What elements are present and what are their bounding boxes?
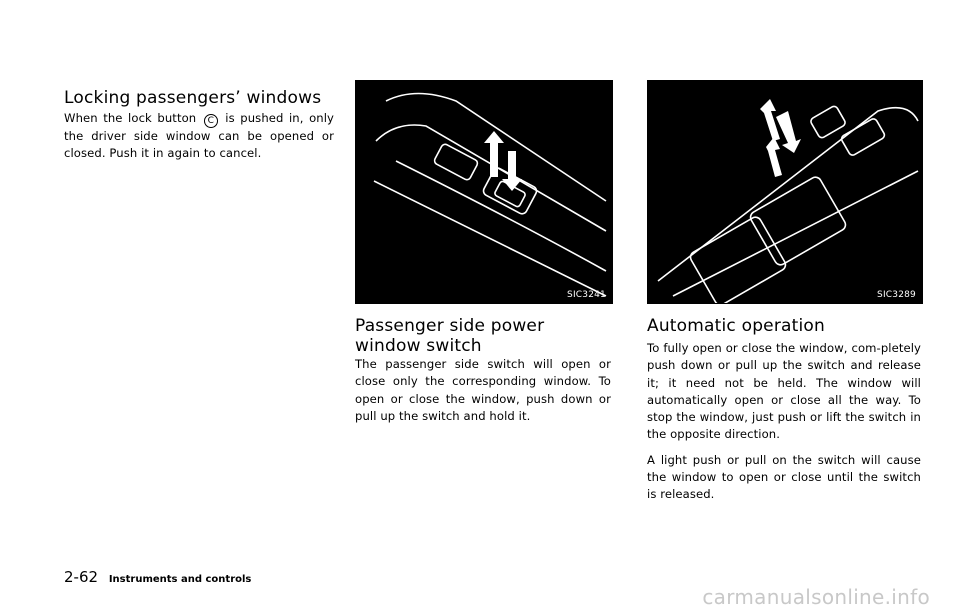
figure-code-sic3289: SIC3289 [877,290,916,300]
passenger-switch-paragraph [355,356,611,433]
figure-code-sic3241: SIC3241 [567,290,606,300]
locking-paragraph [64,110,334,163]
automatic-paragraph [647,340,921,512]
figure-lock-switch [355,80,613,304]
automatic-text-1: To fully open or close the window, com-pletely push down or pull up the switch and release it; it need not be held. The window will automatically open or close all the way. To stop the window, just push or lift the switch in the opposite direction. [647,341,921,442]
lock-switch-illustration [356,81,612,303]
page-footer [64,568,251,586]
automatic-text-2: A light push or pull on the switch will cause the window to open or close until the switch is released. [647,452,921,502]
section-name: Instruments and controls [108,574,252,585]
page-number: 2-62 [64,568,99,586]
locking-text-before: When the lock button [64,111,197,125]
watermark-text: carmanualsonline.info [702,585,930,609]
section-heading-automatic: Automatic operation [647,316,826,336]
figure-automatic-switch [647,80,923,304]
section-heading-locking: Locking passengers’ windows [64,88,322,108]
passenger-switch-text: The passenger side switch will open or close only the corresponding window. To open or close the window, push down or pull up the switch and hold it. [355,357,611,423]
locking-text-after: is pushed in, only the driver side window can be opened or closed. Push it in again to cancel. [64,111,334,161]
lock-button-marker: C [204,114,218,128]
section-heading-passenger-switch: Passenger side power window switch [355,316,545,356]
automatic-switch-illustration [648,81,922,303]
